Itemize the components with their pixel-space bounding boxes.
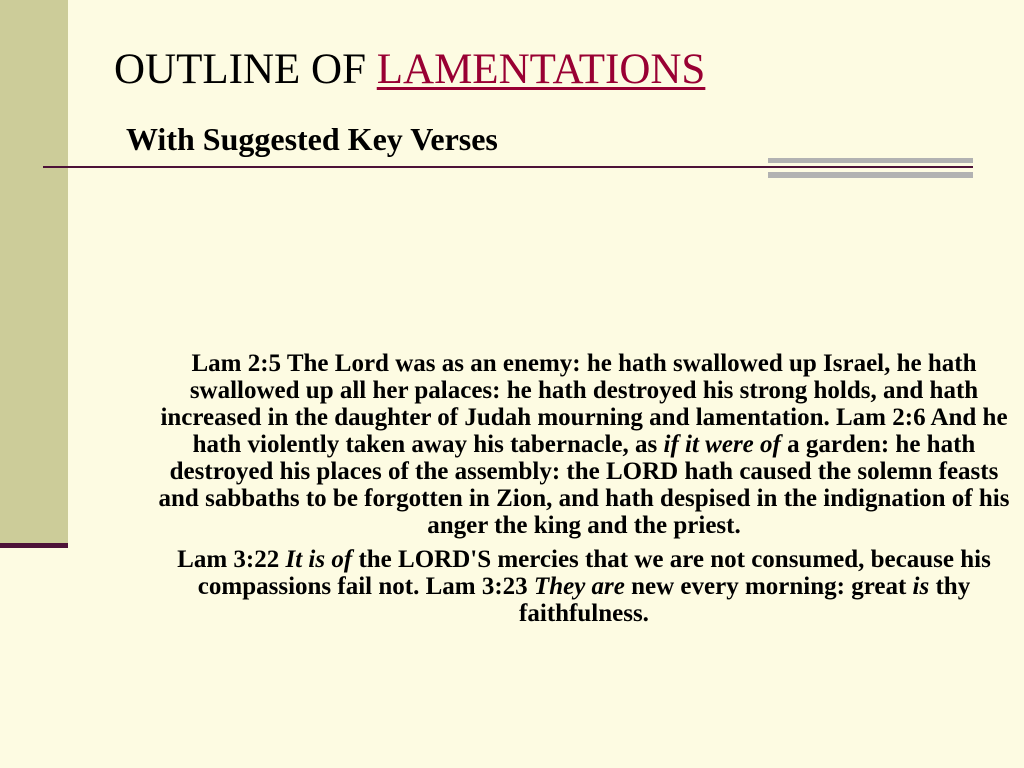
verse-text: the LORD'S mercies that we are not consumed, because his compassions fail not. Lam 3:23 <box>197 546 991 600</box>
verse-italic: They are <box>533 573 625 600</box>
divider-stripe <box>768 158 973 163</box>
verse-paragraph-1 <box>158 350 1010 539</box>
left-sidebar-bar <box>0 0 68 548</box>
left-sidebar-accent <box>0 543 68 548</box>
verse-text: new every morning: great <box>624 573 913 600</box>
verse-paragraph-2 <box>158 546 1010 627</box>
slide-subtitle: With Suggested Key Verses <box>126 121 498 157</box>
verse-text: thy faithfulness. <box>519 573 971 627</box>
verse-content <box>158 350 1010 634</box>
verse-text: Lam 2:5 The Lord was as an enemy: he hath swallowed up Israel, he hath swallowed up all her palaces: he hath destroyed his strong holds, and hath increased in the daughter of Judah mourning and lamentation. Lam 2:6 And he hath violently taken away his tabernacle, as <box>160 350 1008 458</box>
divider-stripe <box>768 172 973 178</box>
verse-italic: is <box>912 573 930 600</box>
title-prefix: OUTLINE OF <box>114 46 377 93</box>
verse-text: a garden: he hath destroyed his places of the assembly: the LORD hath caused the solemn feasts and sabbaths to be forgotten in Zion, and hath despised in the indignation of his anger the king and the priest. <box>158 431 1010 539</box>
verse-text: Lam 3:22 <box>177 546 286 573</box>
verse-italic: It is of <box>285 546 353 573</box>
slide-title <box>114 44 705 96</box>
verse-italic: if it were of <box>663 431 781 458</box>
title-accent-link[interactable]: LAMENTATIONS <box>376 46 706 93</box>
divider-decoration <box>768 158 973 178</box>
